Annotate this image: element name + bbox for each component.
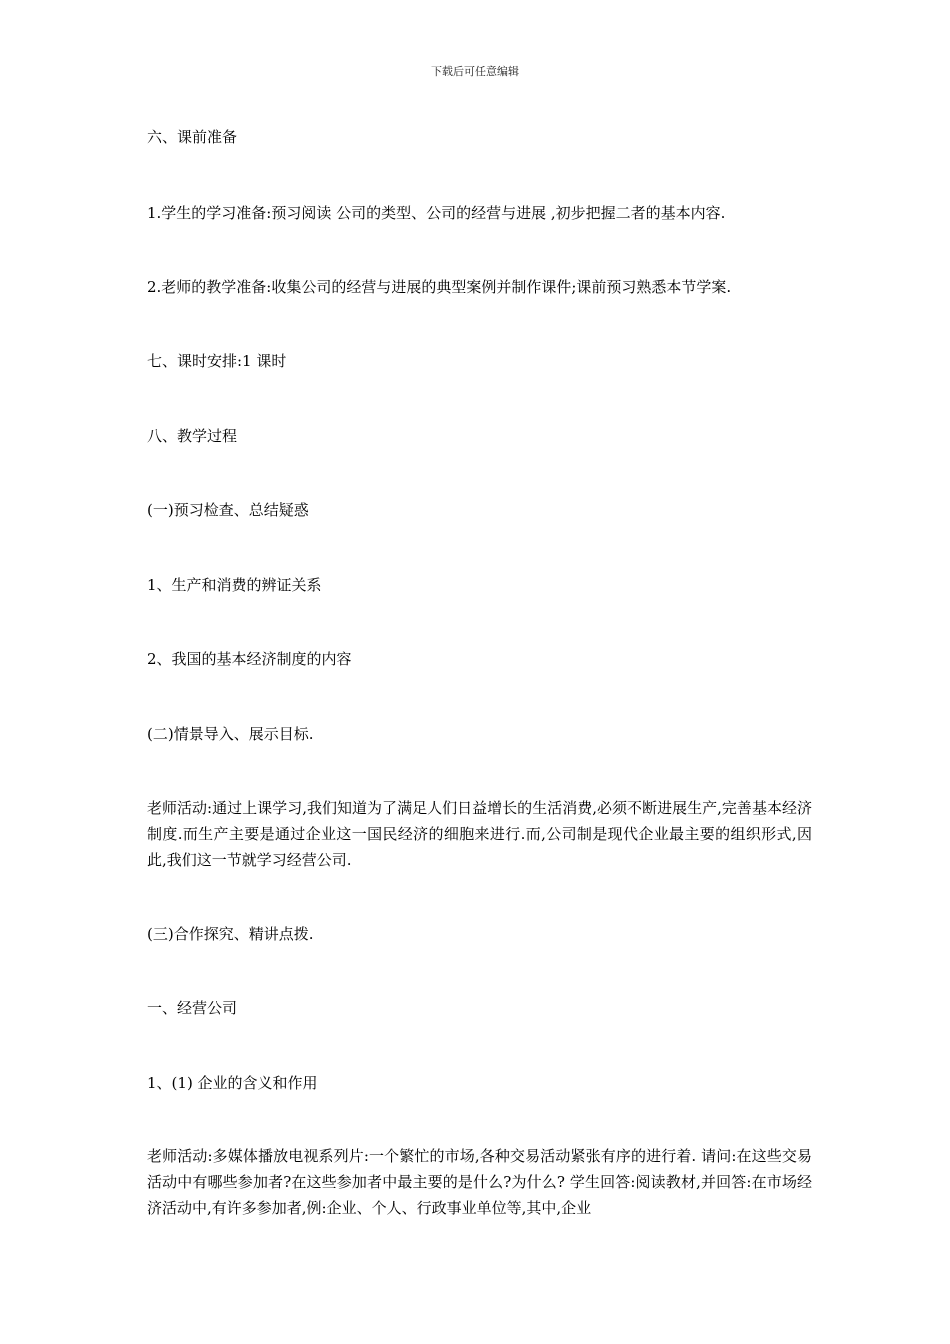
section-heading-process: 八、教学过程 [147,427,238,445]
list-item-1: 1、生产和消费的辨证关系 [147,576,322,594]
subheading-preview: (一)预习检查、总结疑惑 [147,501,309,519]
subheading-enterprise: 1、(1) 企业的含义和作用 [147,1074,318,1092]
section-heading-schedule: 七、课时安排:1 课时 [147,352,287,370]
section-heading-prep: 六、课前准备 [147,128,238,146]
paragraph-teacher-activity-2: 老师活动:多媒体播放电视系列片:一个繁忙的市场,各种交易活动紧张有序的进行着. 请问:在这些交易活动中有哪些参加者?在这些参加者中最主要的是什么?为什么? 学生回答:阅读教材,并回答:在市场经济活动中,有许多参加者,例:企业、个人、行政事业单位等,其中,企业 [147,1147,812,1217]
subheading-explore: (三)合作探究、精讲点拨. [147,925,314,943]
text-line-student-prep: 1.学生的学习准备:预习阅读 公司的类型、公司的经营与进展 ,初步把握二者的基本内容. [147,204,726,222]
paragraph-teacher-activity-1: 老师活动:通过上课学习,我们知道为了满足人们日益增长的生活消费,必须不断进展生产,完善基本经济制度.而生产主要是通过企业这一国民经济的细胞来进行.而,公司制是现代企业最主要的组织形式,因此,我们这一节就学习经营公司. [147,799,812,869]
page-header: 下载后可任意编辑 [431,65,519,78]
subheading-intro: (二)情景导入、展示目标. [147,725,314,743]
text-line-teacher-prep: 2.老师的教学准备:收集公司的经营与进展的典型案例并制作课件;课前预习熟悉本节学案. [147,278,732,296]
section-heading-company: 一、经营公司 [147,999,238,1017]
list-item-2: 2、我国的基本经济制度的内容 [147,650,352,668]
